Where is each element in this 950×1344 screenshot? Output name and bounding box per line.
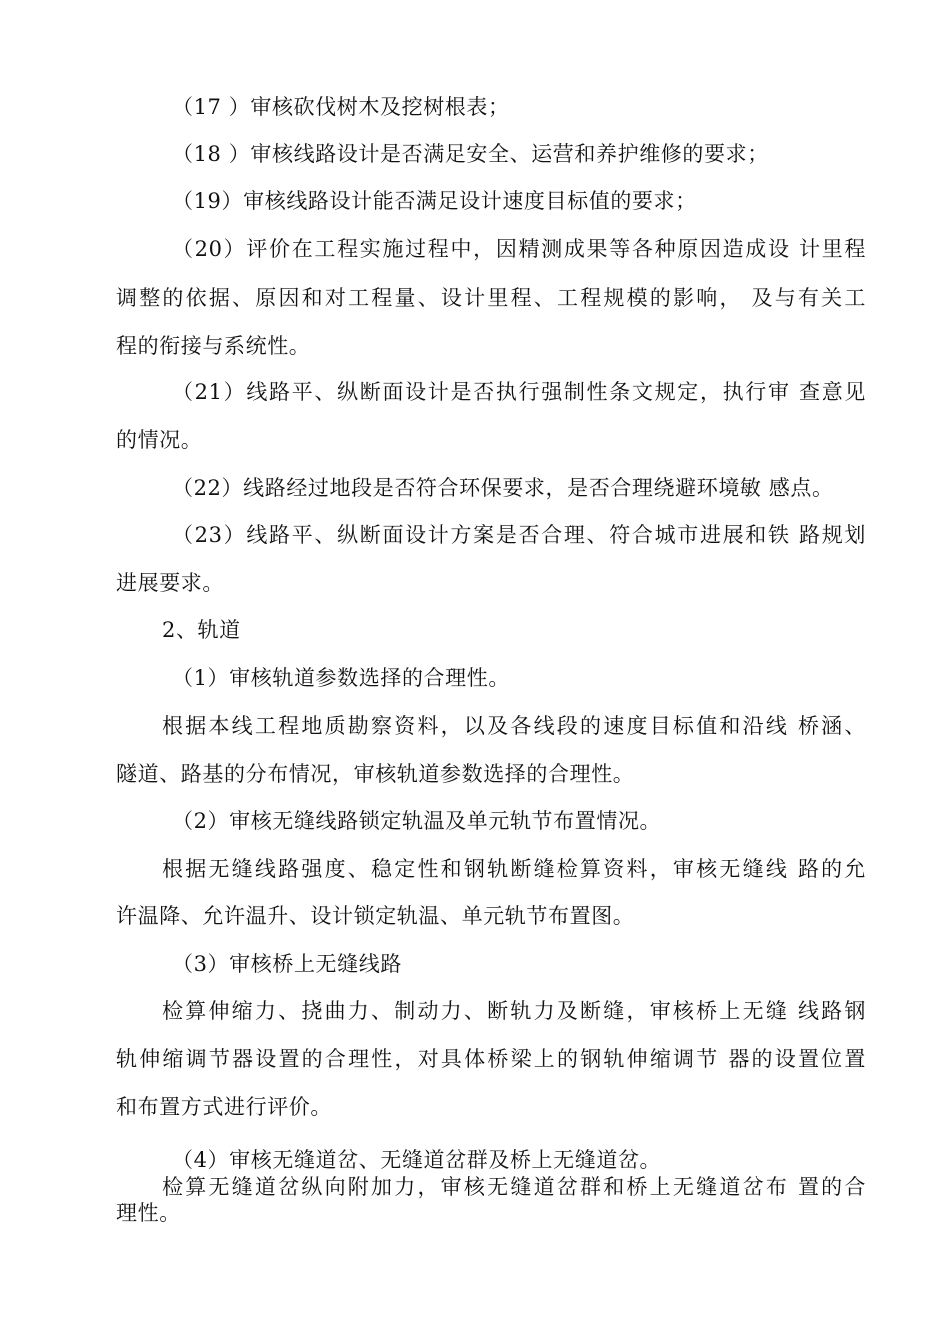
track-item-3-body-1: 检算伸缩力、挠曲力、制动力、断轨力及断缝，审核桥上无缝 线路钢	[162, 999, 866, 1023]
track-item-2-body-1: 根据无缝线路强度、稳定性和钢轨断缝检算资料，审核无缝线 路的允	[162, 857, 866, 881]
item-20-line-3: 程的衔接与系统性。	[116, 334, 311, 358]
track-item-1-title: （1）审核轨道参数选择的合理性。	[172, 666, 510, 690]
track-item-3-title: （3）审核桥上无缝线路	[172, 952, 402, 976]
item-22-line: （22）线路经过地段是否符合环保要求，是否合理绕避环境敏 感点。	[172, 476, 834, 500]
item-21-line-2: 的情况。	[116, 428, 203, 452]
item-20-line-2: 调整的依据、原因和对工程量、设计里程、工程规模的影响， 及与有关工	[116, 286, 866, 310]
section-heading-track: 2、轨道	[162, 618, 241, 642]
item-18-line: （18 ）审核线路设计是否满足安全、运营和养护维修的要求；	[172, 142, 769, 166]
track-item-2-body-2: 许温降、允许温升、设计锁定轨温、单元轨节布置图。	[116, 904, 635, 928]
track-item-3-body-3: 和布置方式进行评价。	[116, 1095, 332, 1119]
track-item-4-title: （4）审核无缝道岔、无缝道岔群及桥上无缝道岔。	[172, 1148, 662, 1172]
track-item-2-title: （2）审核无缝线路锁定轨温及单元轨节布置情况。	[172, 809, 662, 833]
item-21-line-1: （21）线路平、纵断面设计是否执行强制性条文规定，执行审 查意见	[172, 380, 866, 404]
track-item-1-body-2: 隧道、路基的分布情况，审核轨道参数选择的合理性。	[116, 762, 635, 786]
track-item-4-body-2: 理性。	[116, 1201, 181, 1225]
item-23-line-2: 进展要求。	[116, 571, 224, 595]
item-17-line: （17 ）审核砍伐树木及挖树根表；	[172, 95, 510, 119]
track-item-3-body-2: 轨伸缩调节器设置的合理性，对具体桥梁上的钢轨伸缩调节 器的设置位置	[116, 1047, 866, 1071]
track-item-1-body-1: 根据本线工程地质勘察资料，以及各线段的速度目标值和沿线 桥涵、	[162, 714, 866, 738]
track-item-4-body-1: 检算无缝道岔纵向附加力，审核无缝道岔群和桥上无缝道岔布 置的合	[162, 1175, 866, 1199]
item-20-line-1: （20）评价在工程实施过程中，因精测成果等各种原因造成设 计里程	[172, 237, 866, 261]
item-19-line: （19）审核线路设计能否满足设计速度目标值的要求；	[172, 189, 697, 213]
item-23-line-1: （23）线路平、纵断面设计方案是否合理、符合城市进展和铁 路规划	[172, 523, 866, 547]
